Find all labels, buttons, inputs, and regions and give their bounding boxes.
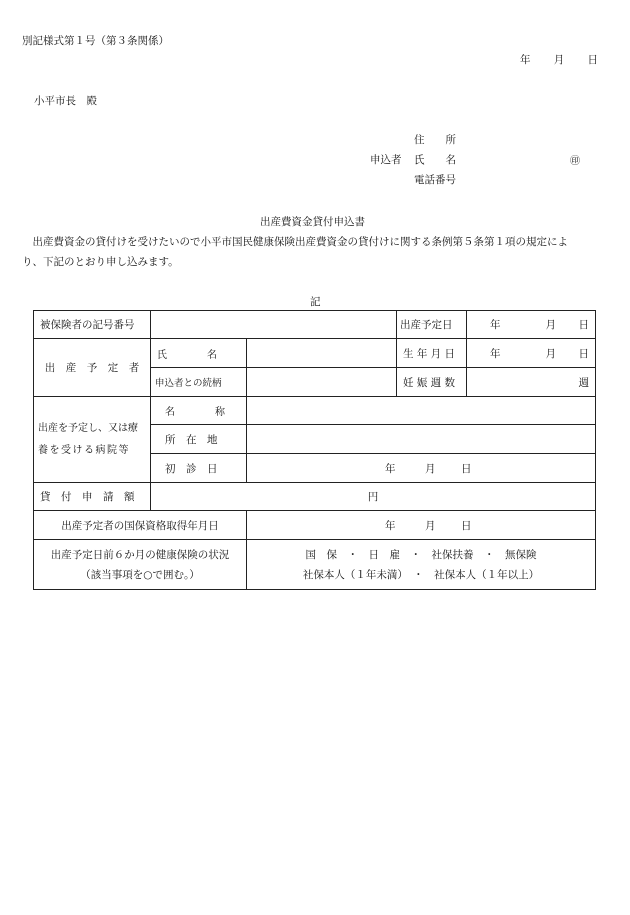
insurance-date-month: 月 <box>425 519 436 532</box>
insurance-status-options-line-2: 社保本人（１年未満） ・ 社保本人（１年以上） <box>302 568 540 581</box>
hospital-name-label: 名 称 <box>151 397 247 425</box>
expectant-label: 出 産 予 定 者 <box>34 339 151 397</box>
pregnancy-weeks-label: 妊 娠 週 数 <box>397 368 467 397</box>
due-date-month: 月 <box>545 319 556 331</box>
insurance-status-line-2: （該当事項を○で囲む。） <box>80 568 200 581</box>
insured-number-label: 被保険者の記号番号 <box>34 311 151 339</box>
seal-mark: ㊞ <box>570 156 580 167</box>
hospital-name-field[interactable] <box>247 397 596 425</box>
insured-number-field[interactable] <box>151 311 397 339</box>
birthdate-year: 年 <box>490 347 501 360</box>
table-row <box>34 397 596 425</box>
insurance-status-line-1: 出産予定日前６か月の健康保険の状況 <box>50 548 230 561</box>
loan-amount-label: 貸 付 申 請 額 <box>34 483 151 511</box>
form-number: 別記様式第１号（第３条関係） <box>22 35 169 47</box>
body-line-2: り、下記のとおり申し込みます。 <box>22 256 179 268</box>
phone-label: 電話番号 <box>414 174 456 186</box>
insurance-status-options[interactable] <box>247 540 596 590</box>
pregnancy-weeks-field[interactable] <box>467 368 596 397</box>
submission-date <box>520 52 598 67</box>
applicant-role-label: 申込者 <box>370 154 402 166</box>
due-date-year: 年 <box>490 319 501 331</box>
expectant-name-field[interactable] <box>247 339 397 368</box>
first-visit-month: 月 <box>425 462 436 475</box>
insurance-date-field[interactable] <box>247 511 596 540</box>
hospital-address-label: 所 在 地 <box>151 425 247 454</box>
insurance-date-year: 年 <box>385 519 396 532</box>
hospital-label <box>34 397 151 483</box>
applicant-name-label: 氏 名 <box>414 154 456 166</box>
first-visit-field[interactable] <box>247 454 596 483</box>
expectant-name-label: 氏 名 <box>151 339 247 368</box>
first-visit-year: 年 <box>385 462 396 475</box>
first-visit-label: 初 診 日 <box>151 454 247 483</box>
document-title: 出産費資金貸付申込書 <box>260 216 365 228</box>
loan-amount-field[interactable] <box>151 483 596 511</box>
insurance-date-label: 出産予定者の国保資格取得年月日 <box>34 511 247 540</box>
yen-unit: 円 <box>367 491 379 503</box>
table-row <box>34 511 596 540</box>
table-row <box>34 311 596 339</box>
relation-label: 申込者との続柄 <box>151 368 247 397</box>
addressee: 小平市長 殿 <box>34 95 97 107</box>
hospital-label-line-1: 出産を予定し、又は療 <box>38 422 138 434</box>
relation-field[interactable] <box>247 368 397 397</box>
hospital-address-field[interactable] <box>247 425 596 454</box>
birthdate-day: 日 <box>578 347 589 360</box>
insurance-status-options-line-1: 国 保 ・ 日 雇 ・ 社保扶養 ・ 無保険 <box>305 548 537 561</box>
insurance-date-day: 日 <box>461 519 472 532</box>
date-month: 月 <box>553 54 565 66</box>
due-date-field[interactable] <box>467 311 596 339</box>
body-line-1: 出産費資金の貸付けを受けたいので小平市国民健康保険出産費資金の貸付けに関する条例第５条第１項の規定によ <box>22 236 568 248</box>
date-year: 年 <box>520 54 531 66</box>
due-date-label: 出産予定日 <box>397 311 467 339</box>
application-table <box>33 310 596 590</box>
table-row <box>34 339 596 368</box>
birthdate-label: 生 年 月 日 <box>397 339 467 368</box>
insurance-status-label <box>34 540 247 590</box>
hospital-label-line-2: 養を受ける病院等 <box>38 444 130 456</box>
due-date-day: 日 <box>578 319 589 331</box>
weeks-unit: 週 <box>578 376 589 389</box>
birthdate-month: 月 <box>545 347 556 360</box>
date-day: 日 <box>587 54 598 66</box>
birthdate-field[interactable] <box>467 339 596 368</box>
table-row <box>34 540 596 590</box>
table-row <box>34 483 596 511</box>
ki-label: 記 <box>310 296 321 308</box>
first-visit-day: 日 <box>461 462 472 475</box>
address-label: 住 所 <box>414 134 456 146</box>
